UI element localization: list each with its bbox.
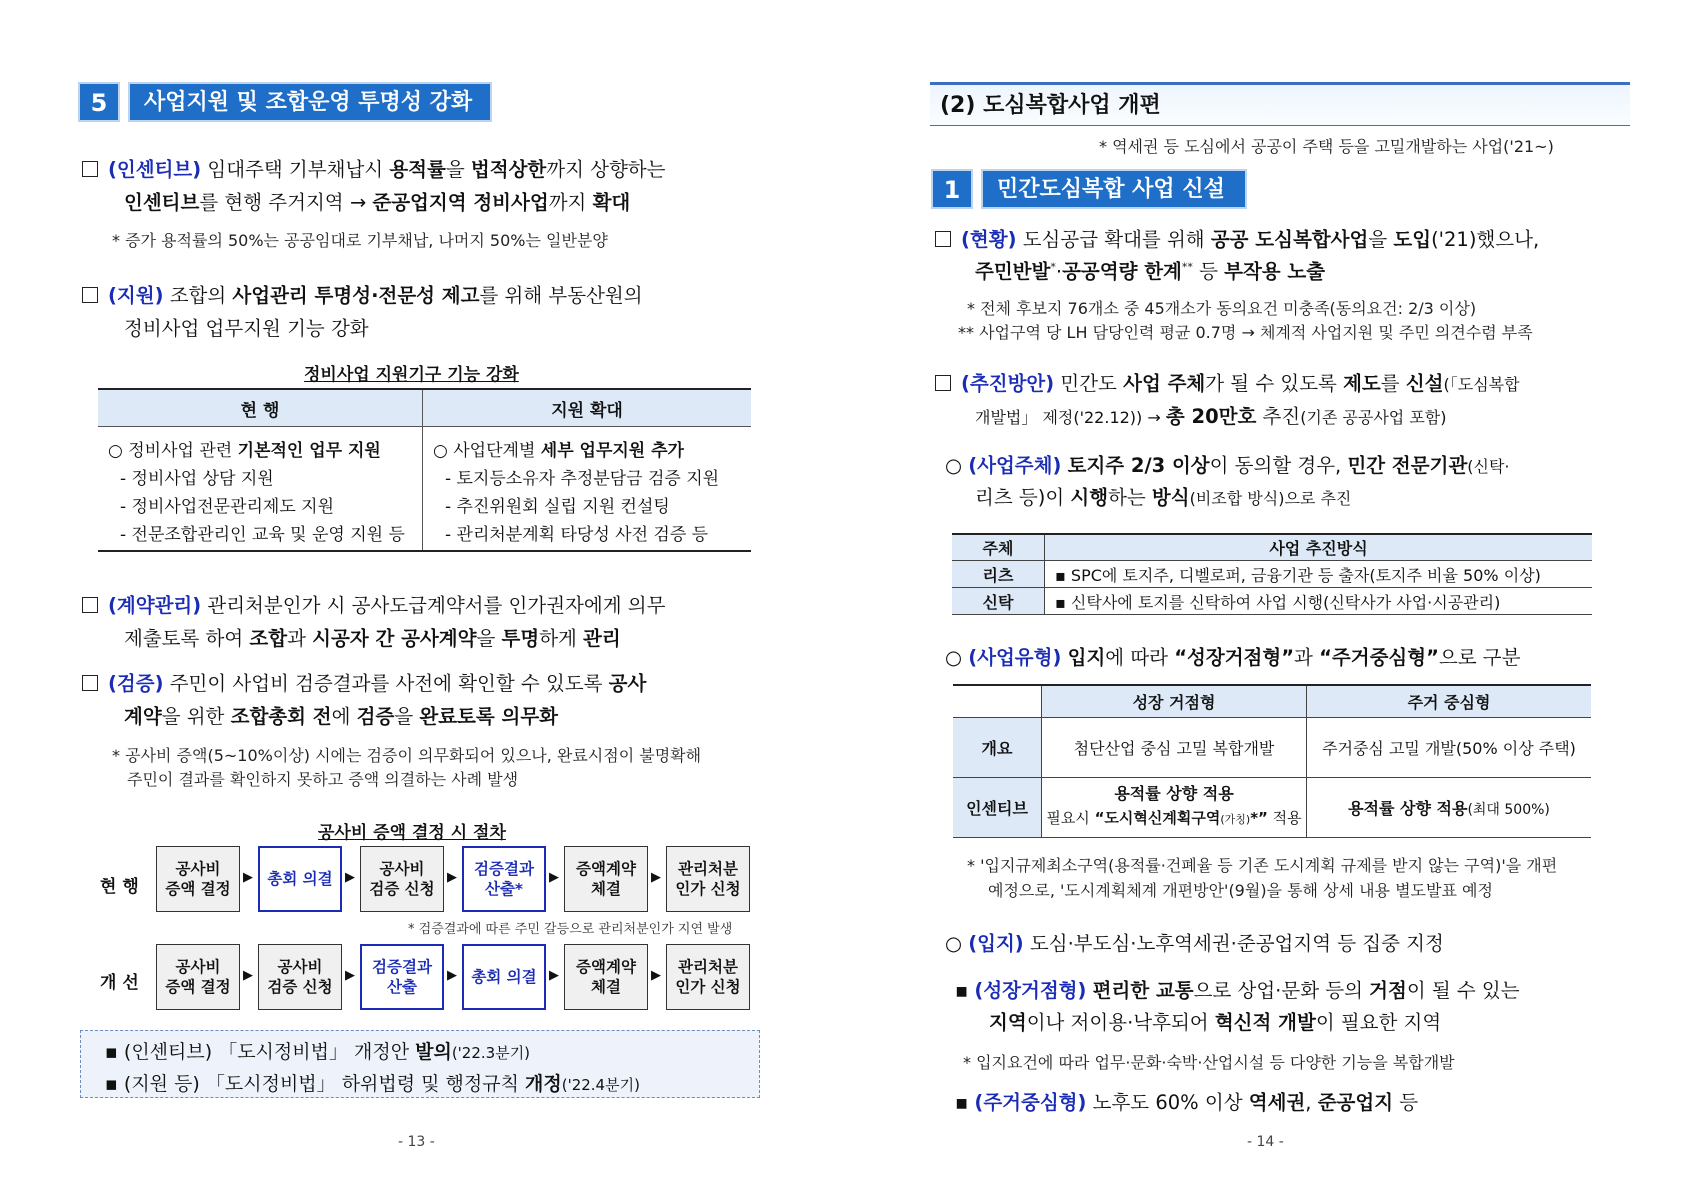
bullet-growth: ▪ (성장거점형) 편리한 교통으로 상업·문화 등의 거점이 될 수 있는 [955, 979, 1520, 1002]
note-incentive: * 증가 용적률의 50%는 공공임대로 기부채납, 나머지 50%는 일반분양 [112, 231, 608, 250]
step-increase-contract: 증액계약 체결 [564, 944, 648, 1010]
table-cell-expand: ○ 사업단계별 세부 업무지원 추가 - 토지등소유자 추정분담금 검증 지원 - 추진위원회 실립 지원 컨설팅 - 관리처분계획 타당성 사전 검증 등 [433, 441, 720, 545]
item-plan: (추진방안) 민간도 사업 주체가 될 수 있도록 제도를 신설(「도심복합 [935, 368, 1520, 396]
entity-table-row-value: ▪ SPC에 토지주, 디벨로퍼, 금융기관 등 출자(토지주 비율 50% 이상) [1045, 561, 1593, 588]
item-status-line2: 주민반발*·공공역량 한계** 등 부작용 노출 [975, 260, 1326, 283]
summary-line: ▪ (인센티브) 「도시정비법」 개정안 발의('22.3분기) [105, 1041, 531, 1063]
type-table-header: 성장 거점형 [1042, 685, 1307, 717]
checkbox-icon [935, 375, 951, 391]
item-support-line2: 정비사업 업무지원 기능 강화 [124, 317, 369, 340]
bullet-residential: ▪ (주거중심형) 노후도 60% 이상 역세권, 준공업지 등 [955, 1091, 1419, 1114]
checkbox-icon [82, 287, 98, 303]
circle-bullet-icon: ○ [945, 646, 969, 669]
note-verification-1: * 공사비 증액(5~10%이상) 시에는 검증이 의무화되어 있으나, 완료시점이 불명확해 [112, 746, 702, 765]
summary-box [80, 1030, 760, 1098]
item-incentive: (인센티브) 임대주택 기부채납시 용적률을 법적상한까지 상향하는 [82, 154, 665, 182]
process-row-current-label: 현 행 [100, 877, 139, 897]
arrow-right-icon: ▶ [549, 968, 559, 983]
item-status: (현황) 도심공급 확대를 위해 공공 도심복합사업을 도입('21)했으나, [935, 224, 1539, 252]
note-verification-2: 주민이 결과를 확인하지 못하고 증액 의결하는 사례 발생 [127, 770, 519, 789]
entity-table-row-value: ▪ 신탁사에 토지를 신탁하여 사업 시행(신탁사가 사업·시공관리) [1045, 588, 1593, 615]
section-number: 5 [78, 82, 120, 122]
step-verify-result: 검증결과 산출* [462, 846, 546, 912]
type-table-cell: 용적률 상향 적용(최대 500%) [1307, 777, 1592, 837]
item-plan-line2: 개발법」 제정('22.12)) → 총 20만호 추진(기존 공공사업 포함) [975, 405, 1447, 428]
step-verify-result: 검증결과 산출 [360, 944, 444, 1010]
entity-table-row-key: 신탁 [952, 588, 1045, 615]
item-incentive-line2: 인센티브를 현행 주거지역 → 준공업지역 정비사업까지 확대 [124, 191, 631, 214]
arrow-right-icon: ▶ [651, 870, 661, 885]
process-row-improved-label: 개 선 [100, 973, 139, 993]
arrow-right-icon: ▶ [345, 870, 355, 885]
right-page [841, 0, 1682, 1190]
type-note-2: 예정으로, '도시계획체계 개편방안'(9월)을 통해 상세 내용 별도발표 예정 [988, 881, 1493, 900]
process-caption: 공사비 증액 결정 시 절차 [318, 823, 506, 843]
table-caption: 정비사업 지원기구 기능 강화 [304, 365, 519, 385]
page-header: (2) 도심복합사업 개편 [930, 82, 1630, 126]
step-increase-contract: 증액계약 체결 [564, 846, 648, 912]
step-general-meeting: 총회 의결 [258, 846, 342, 912]
section-number: 1 [931, 169, 973, 209]
type-table-cell: 주거중심 고밀 개발(50% 이상 주택) [1307, 717, 1592, 777]
type-table-header: 주거 중심형 [1307, 685, 1592, 717]
square-bullet-icon: ▪ [955, 1091, 975, 1114]
status-note-1: * 전체 후보지 76개소 중 45개소가 동의요건 미충족(동의요건: 2/3 이상) [967, 299, 1477, 318]
section-title: 민간도심복합 사업 신설 [981, 169, 1247, 209]
checkbox-icon [82, 597, 98, 613]
item-verification-line2: 계약을 위한 조합총회 전에 검증을 완료토록 의무화 [124, 705, 559, 728]
checkbox-icon [82, 161, 98, 177]
type-table-cell: 첨단산업 중심 고밀 복합개발 [1042, 717, 1307, 777]
header-note: * 역세권 등 도심에서 공공이 주택 등을 고밀개발하는 사업('21~) [1099, 137, 1554, 156]
process-note: * 검증결과에 따른 주민 갈등으로 관리처분인가 지연 발생 [408, 922, 733, 937]
arrow-right-icon: ▶ [243, 870, 253, 885]
sub-entity-line2: 리츠 등)이 시행하는 방식(비조합 방식)으로 추진 [975, 486, 1352, 509]
step-cost-increase: 공사비 증액 결정 [156, 846, 240, 912]
circle-bullet-icon: ○ [945, 454, 969, 477]
entity-table-row-key: 리츠 [952, 561, 1045, 588]
sub-type: ○ (사업유형) 입지에 따라 “성장거점형”과 “주거중심형”으로 구분 [945, 646, 1521, 669]
sub-location: ○ (입지) 도심·부도심·노후역세권·준공업지역 등 집중 지정 [945, 932, 1444, 955]
item-verification: (검증) 주민이 사업비 검증결과를 사전에 확인할 수 있도록 공사 [82, 668, 646, 696]
status-note-2: ** 사업구역 당 LH 담당인력 평균 0.7명 → 체계적 사업지원 및 주민 의견수렴 부족 [958, 323, 1533, 342]
arrow-right-icon: ▶ [447, 968, 457, 983]
bullet-growth-line2: 지역이나 저이용·낙후되어 혁신적 개발이 필요한 지역 [989, 1011, 1442, 1034]
page-number: - 13 - [398, 1134, 435, 1150]
step-disposal-approval: 관리처분 인가 신청 [666, 944, 750, 1010]
square-bullet-icon: ▪ [955, 979, 975, 1002]
item-support: (지원) 조합의 사업관리 투명성·전문성 제고를 위해 부동산원의 [82, 280, 643, 308]
type-table-row-key: 개요 [953, 717, 1042, 777]
arrow-right-icon: ▶ [447, 870, 457, 885]
page-number: - 14 - [1247, 1134, 1284, 1150]
type-note-1: * '입지규제최소구역(용적률·건폐율 등 기존 도시계획 규제를 받지 않는 구역)'을 개편 [967, 856, 1558, 875]
sub-entity: ○ (사업주체) 토지주 2/3 이상이 동의할 경우, 민간 전문기관(신탁· [945, 454, 1510, 477]
checkbox-icon [935, 231, 951, 247]
step-cost-increase: 공사비 증액 결정 [156, 944, 240, 1010]
type-table [953, 684, 1591, 838]
item-contract: (계약관리) 관리처분인가 시 공사도급계약서를 인가권자에게 의무 [82, 590, 665, 618]
step-general-meeting: 총회 의결 [462, 944, 546, 1010]
arrow-right-icon: ▶ [549, 870, 559, 885]
checkbox-icon [82, 675, 98, 691]
step-disposal-approval: 관리처분 인가 신청 [666, 846, 750, 912]
entity-table-header: 사업 추진방식 [1045, 534, 1593, 561]
type-table-header [953, 685, 1042, 717]
type-table-cell: 용적률 상향 적용 필요시 “도시혁신계획구역(가칭)*” 적용 [1042, 777, 1307, 837]
type-table-row-key: 인센티브 [953, 777, 1042, 837]
entity-table [952, 533, 1592, 615]
table-header-current: 현 행 [98, 389, 423, 427]
section-title: 사업지원 및 조합운영 투명성 강화 [128, 82, 492, 122]
summary-line: ▪ (지원 등) 「도시정비법」 하위법령 및 행정규칙 개정('22.4분기) [105, 1073, 640, 1095]
circle-bullet-icon: ○ [945, 932, 969, 955]
support-table [98, 388, 751, 552]
arrow-right-icon: ▶ [243, 968, 253, 983]
bullet-growth-note: * 입지요건에 따라 업무·문화·숙박·산업시설 등 다양한 기능을 복합개발 [963, 1053, 1455, 1072]
item-contract-line2: 제출토록 하여 조합과 시공자 간 공사계약을 투명하게 관리 [124, 627, 621, 650]
table-header-expand: 지원 확대 [423, 389, 752, 427]
entity-table-header: 주체 [952, 534, 1045, 561]
arrow-right-icon: ▶ [345, 968, 355, 983]
step-verify-request: 공사비 검증 신청 [360, 846, 444, 912]
step-verify-request: 공사비 검증 신청 [258, 944, 342, 1010]
table-cell-current: ○ 정비사업 관련 기본적인 업무 지원 - 정비사업 상담 지원 - 정비사업전문관리제도 지원 - 전문조합관리인 교육 및 운영 지원 등 [98, 427, 423, 551]
arrow-right-icon: ▶ [651, 968, 661, 983]
